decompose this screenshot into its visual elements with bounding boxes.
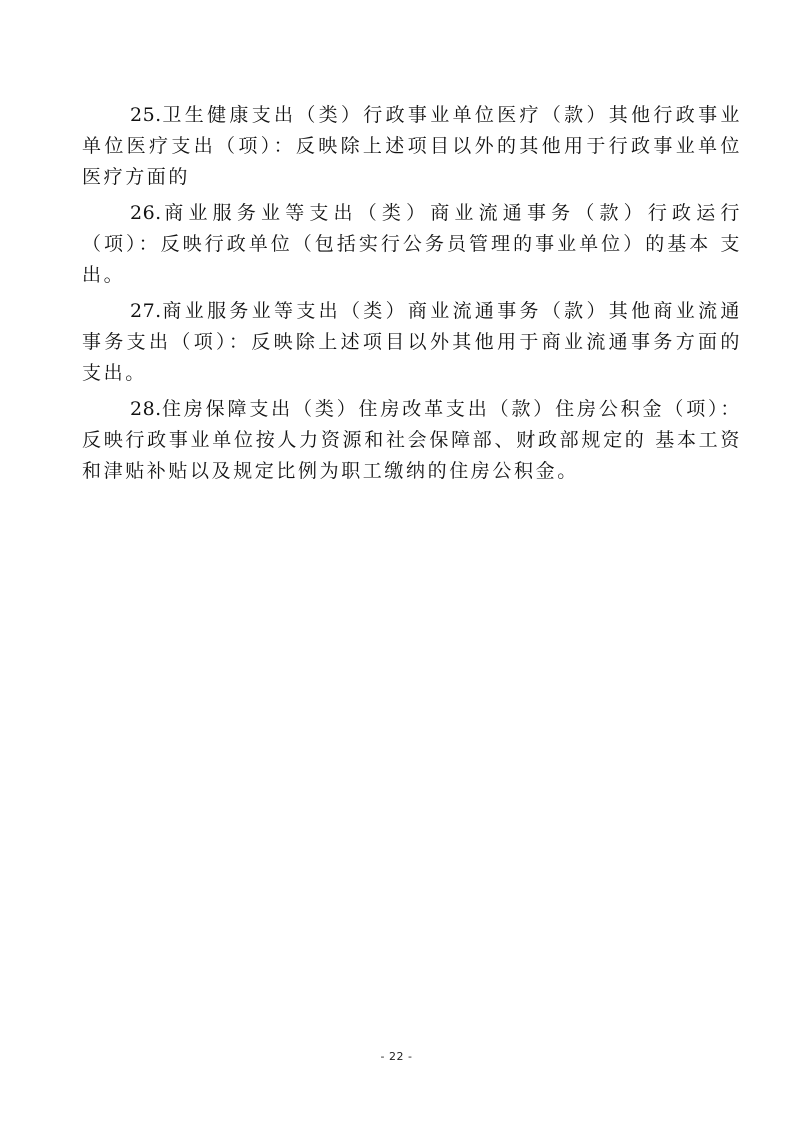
paragraph-text: 住房保障支出（类）住房改革支出（款）住房公积金（项）：反映行政事业单位按人力资源和社会保障部、财政部规定的 基本工资和津贴补贴以及规定比例为职工缴纳的住房公积金。 (82, 398, 742, 482)
paragraph-26 (82, 198, 742, 291)
paragraph-text: 商业服务业等支出（类）商业流通事务（款）其他商业流通事务支出（项）：反映除上述项目以外其他用于商业流通事务方面的支出。 (82, 300, 742, 384)
paragraph-25 (82, 100, 742, 193)
paragraph-number: 26. (130, 202, 162, 224)
paragraph-text: 卫生健康支出（类）行政事业单位医疗（款）其他行政事业单位医疗支出（项）：反映除上述项目以外的其他用于行政事业单位医疗方面的 (82, 104, 742, 188)
document-body (82, 100, 742, 492)
paragraph-number: 25. (130, 104, 162, 126)
paragraph-number: 27. (130, 300, 162, 322)
paragraph-27 (82, 296, 742, 389)
paragraph-number: 28. (130, 398, 162, 420)
paragraph-28 (82, 394, 742, 487)
paragraph-text: 商业服务业等支出（类）商业流通事务（款）行政运行（项）：反映行政单位（包括实行公务员管理的事业单位）的基本 支出。 (82, 202, 742, 286)
page-number: - 22 - (380, 1050, 413, 1063)
